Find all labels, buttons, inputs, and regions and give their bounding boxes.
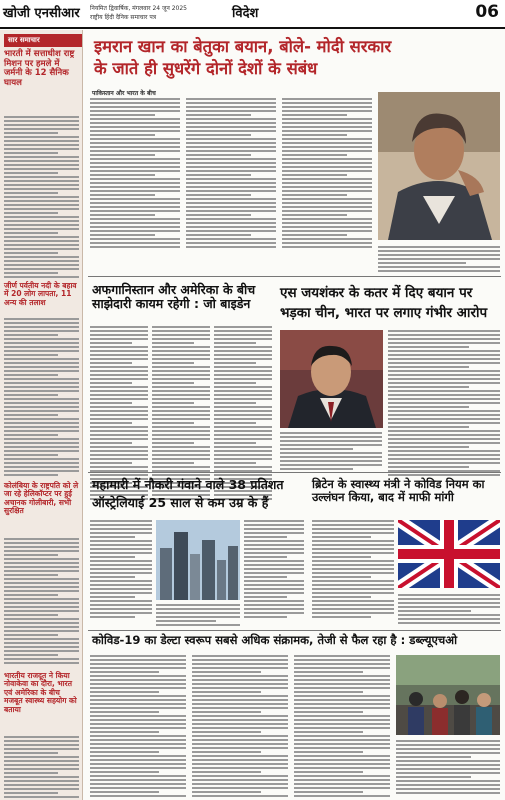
jobs-body-col1: [90, 520, 152, 620]
sidebar-item-1-body: [4, 116, 79, 280]
sidebar-item-4-body: [4, 736, 79, 800]
sidebar-label: सार समाचार: [4, 34, 82, 47]
street-crowd-image: [396, 655, 500, 735]
jaishankar-headline-line1: एस जयशंकर के कतर में दिए बयान पर: [280, 285, 473, 301]
sidebar-item-3-title: कोलंबिया के राष्ट्रपति को ले जा रहे हेलिकॉप्टर पर हुई अचानक गोलीबारी, सभी सुरक्षित: [4, 481, 79, 516]
sidebar-item-2-body: [4, 318, 79, 478]
afghan-body-col1: [90, 326, 148, 502]
jaishankar-body-col1: [280, 432, 382, 472]
uk-body-col1: [312, 520, 394, 620]
uk-body-col2: [398, 594, 500, 626]
lead-body-col4: [378, 246, 500, 274]
jaishankar-headline-line2: भड़का चीन, भारत पर लगाए गंभीर आरोप: [280, 305, 488, 321]
covid-body-col4: [396, 740, 500, 796]
masthead-meta-line2: राष्ट्रीय हिंदी दैनिक समाचार पत्र: [90, 14, 157, 21]
lead-headline-line2: के जाते ही सुधरेंगे दोनों देशों के संबंध: [94, 59, 318, 78]
sidebar-item-1-title: भारती में सत्ताधीश राष्ट्र मिशन पर हमले में जर्मनी के 12 सैनिक घायल: [4, 49, 75, 88]
uk-flag-photo: [398, 520, 500, 588]
divider: [88, 472, 501, 473]
jobs-body-col2: [244, 520, 304, 620]
lead-body-col3: [282, 98, 372, 250]
uk-headline: ब्रिटेन के स्वास्थ्य मंत्री ने कोविड नियम का उल्लंघन किया, बाद में माफी मांगी: [312, 477, 485, 504]
jobs-body-col3: [156, 604, 240, 628]
street-crowd-photo: [396, 655, 500, 735]
afghan-headline: अफगानिस्तान और अमेरिका के बीच साझेदारी कायम रहेगी : जो बाइडेन: [92, 282, 256, 311]
imran-khan-photo: [378, 92, 500, 240]
afghan-body-col3: [214, 326, 272, 502]
covid-body-col1: [90, 655, 186, 799]
lead-subhead: पाकिस्तान और भारत के बीच: [92, 90, 156, 97]
jobs-headline-line2: ऑस्ट्रेलियाई 25 साल से कम उम्र के हैं: [92, 495, 269, 510]
sidebar-item-3-body: [4, 538, 79, 666]
masthead: [0, 0, 505, 29]
section-title: विदेश: [232, 6, 259, 21]
lead-body-col2: [186, 98, 276, 250]
jaishankar-body-col2: [388, 330, 500, 478]
union-jack-flag-image: [398, 520, 500, 588]
sidebar-item-4-title: भारतीय राजदूत ने किया नोवाकेवा का दौरा, भारत एवं अमेरिका के बीच मजबूत स्वास्थ्य सहयोग को बताया: [4, 671, 77, 714]
masthead-brand: खोजी एनसीआर: [3, 6, 80, 21]
divider: [88, 276, 501, 277]
imran-khan-portrait-image: [378, 92, 500, 240]
covid-body-col2: [192, 655, 288, 799]
covid-headline: कोविड-19 का डेल्टा स्वरूप सबसे अधिक संक्रामक, तेजी से फैल रहा है : डब्ल्यूएचओ: [92, 633, 458, 647]
masthead-meta-line1: नियमित द्विवार्षिक, मंगलवार 24 जून 2025: [90, 5, 187, 12]
page-number: 06: [475, 2, 499, 22]
city-skyline-photo: [156, 520, 240, 600]
lead-headline-line1: इमरान खान का बेतुका बयान, बोले- मोदी सरकार: [94, 37, 392, 56]
jobs-headline-line1: महामारी में नौकरी गंवाने वाले 38 प्रतिशत: [92, 477, 284, 492]
divider: [88, 630, 501, 631]
sidebar-item-2-title: जीर्ण पर्वतीय नदी के बहाव में 20 लोग लापता, 11 अन्य की तलाश: [4, 281, 77, 307]
chinese-official-photo: [280, 330, 383, 428]
chinese-official-portrait-image: [280, 330, 383, 428]
sidebar-news-briefs: [0, 30, 83, 800]
covid-body-col3: [294, 655, 390, 799]
lead-body-col1: [90, 98, 180, 250]
afghan-body-col2: [152, 326, 210, 502]
city-skyline-image: [156, 520, 240, 600]
